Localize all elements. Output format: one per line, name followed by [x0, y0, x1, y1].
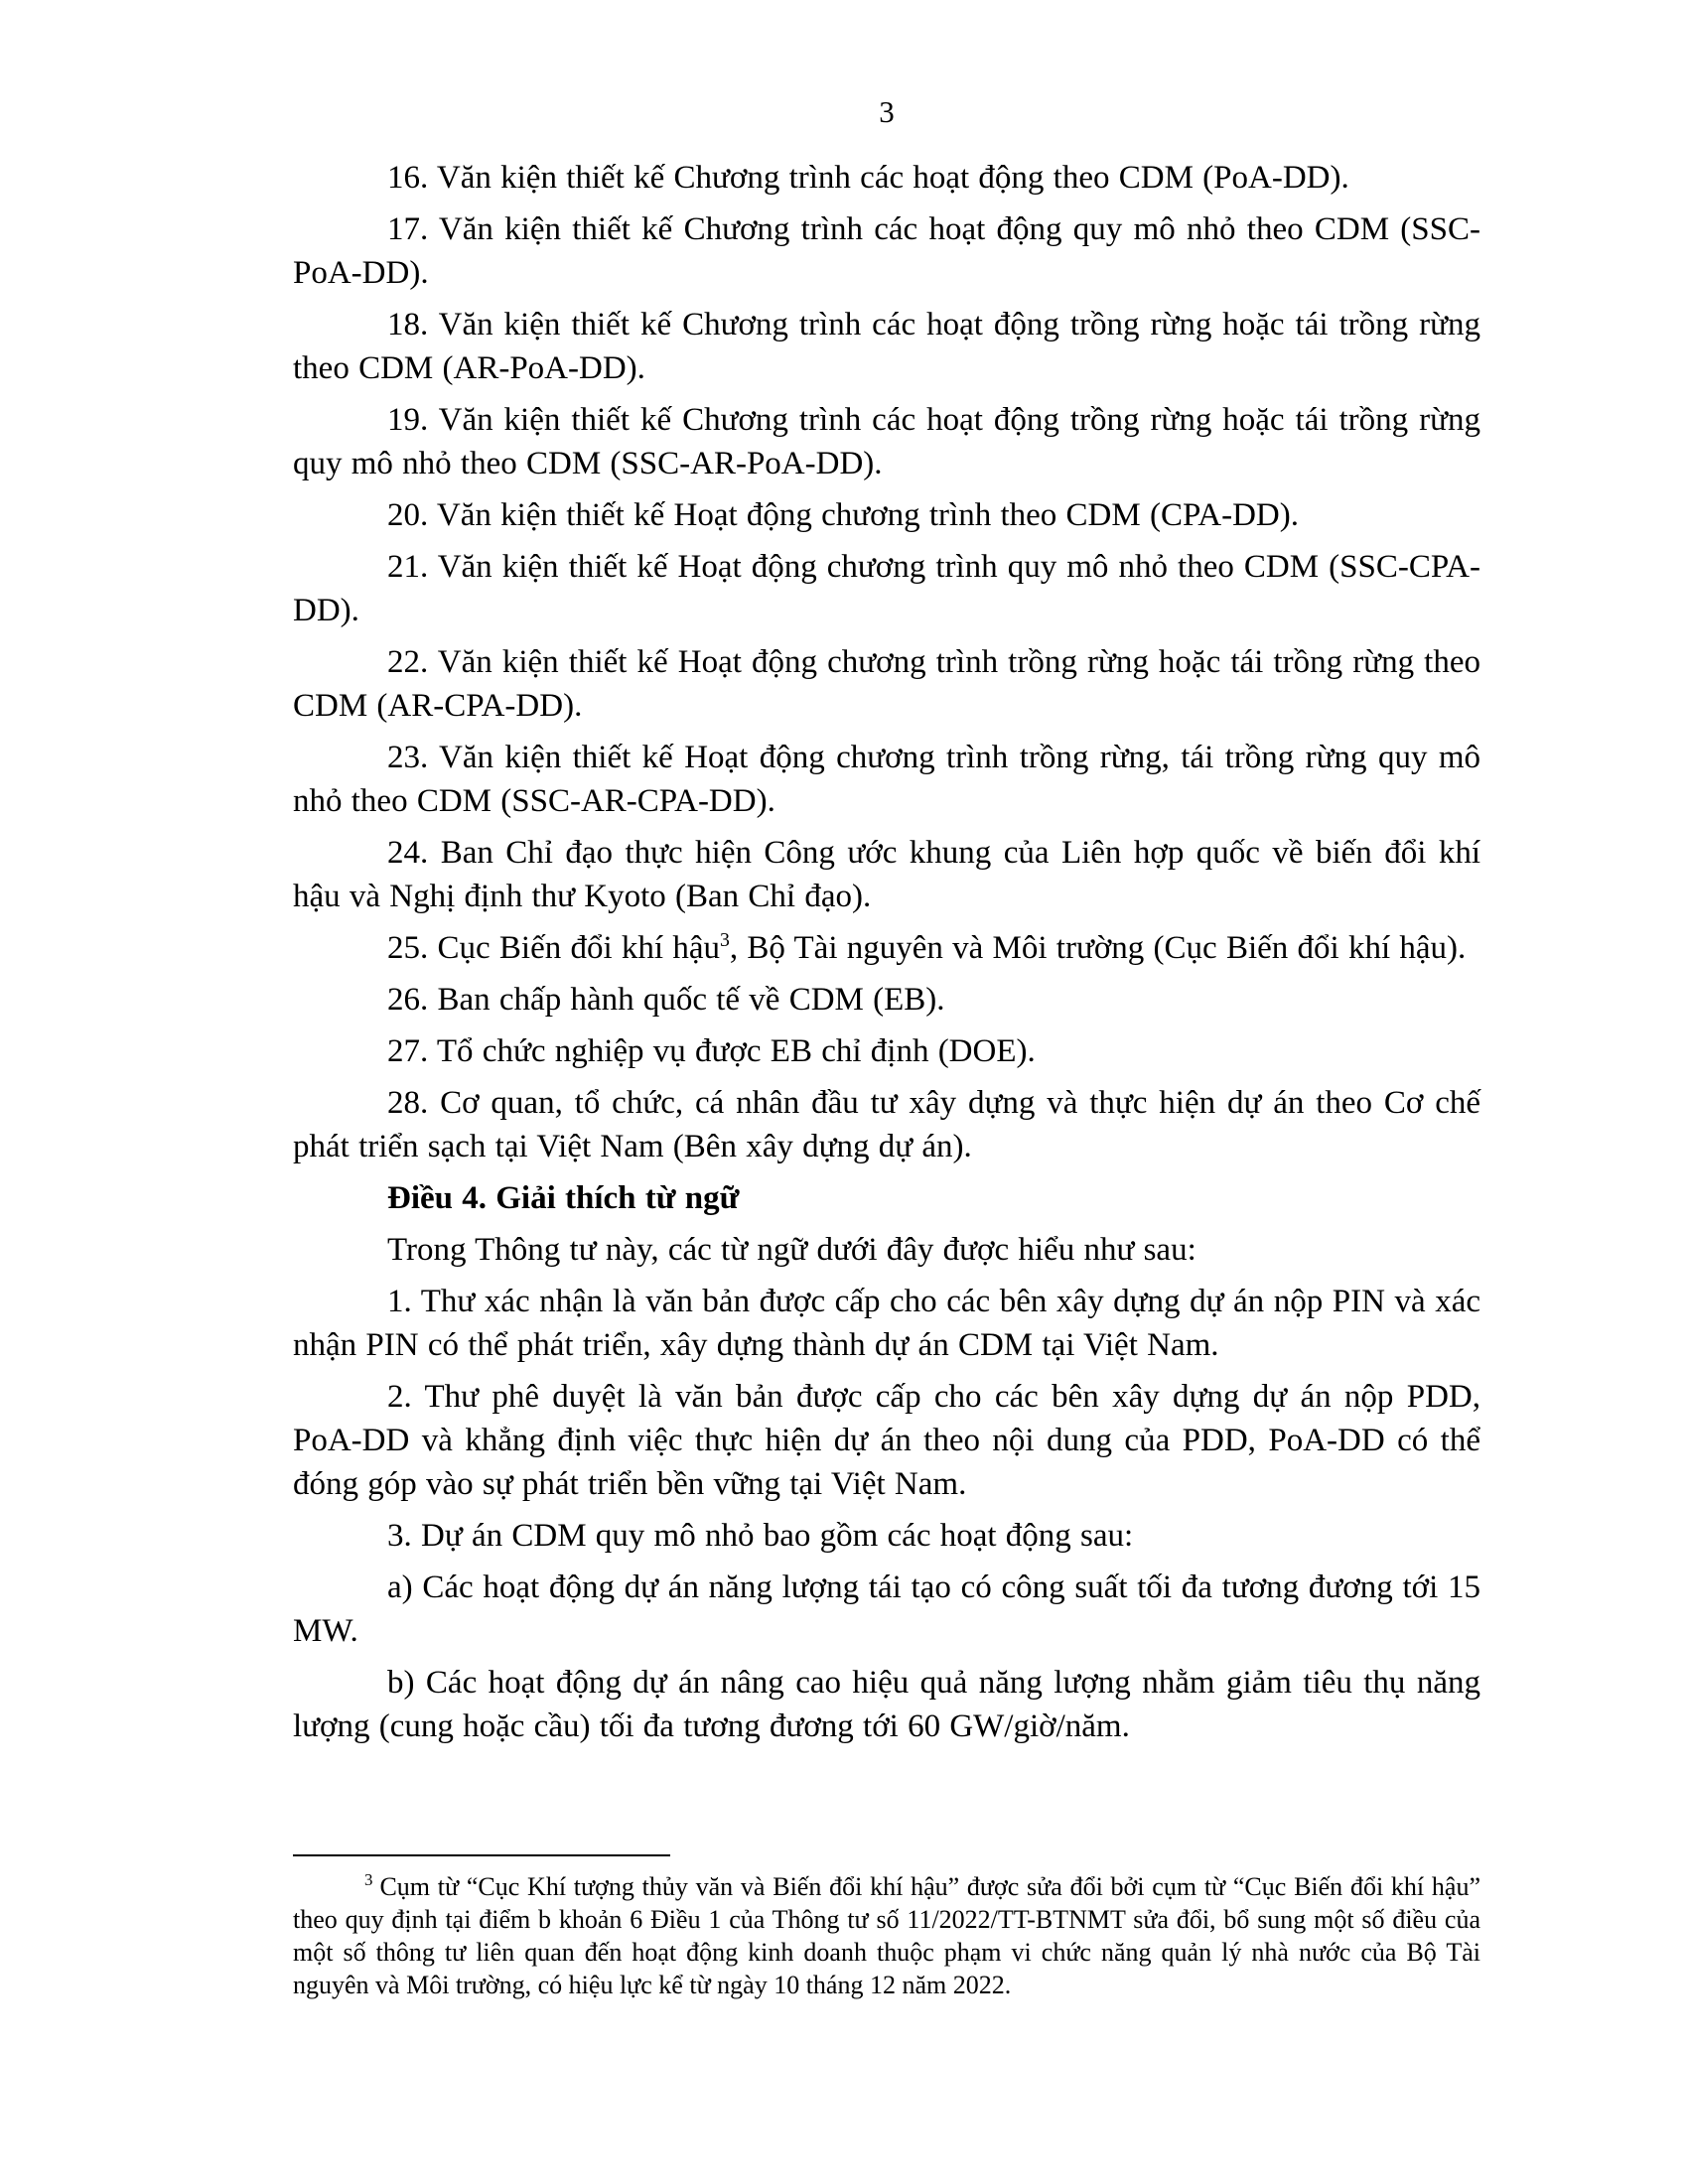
section-heading — [293, 1177, 1480, 1221]
paragraph-text: 28. Cơ quan, tổ chức, cá nhân đầu tư xây dựng và thực hiện dự án theo Cơ chế phát triển sạch tại Việt Nam (Bên xây dựng dự án). — [293, 1084, 1480, 1164]
paragraph-text: Trong Thông tư này, các từ ngữ dưới đây được hiểu như sau: — [387, 1231, 1196, 1268]
paragraph — [293, 1082, 1480, 1169]
paragraph — [293, 304, 1480, 391]
paragraph-text: 2. Thư phê duyệt là văn bản được cấp cho các bên xây dựng dự án nộp PDD, PoA-DD và khẳng định việc thực hiện dự án theo nội dung của PDD, PoA-DD có thể đóng góp vào sự phát triển bền vững tại Việt Nam. — [293, 1378, 1480, 1502]
paragraph-text: 22. Văn kiện thiết kế Hoạt động chương trình trồng rừng hoặc tái trồng rừng theo CDM (AR-CPA-DD). — [293, 643, 1480, 724]
paragraph-text: 27. Tổ chức nghiệp vụ được EB chỉ định (DOE). — [387, 1032, 1036, 1069]
paragraph — [293, 1567, 1480, 1654]
paragraph — [293, 641, 1480, 729]
footnote-separator — [293, 1854, 670, 1856]
paragraph-text: 20. Văn kiện thiết kế Hoạt động chương trình theo CDM (CPA-DD). — [387, 496, 1300, 533]
paragraph — [293, 832, 1480, 919]
paragraph — [293, 546, 1480, 633]
paragraph-text: 19. Văn kiện thiết kế Chương trình các hoạt động trồng rừng hoặc tái trồng rừng quy mô nhỏ theo CDM (SSC-AR-PoA-DD). — [293, 401, 1480, 481]
paragraph-text: 1. Thư xác nhận là văn bản được cấp cho các bên xây dựng dự án nộp PIN và xác nhận PIN có thể phát triển, xây dựng thành dự án CDM tại Việt Nam. — [293, 1283, 1480, 1363]
paragraph — [293, 1662, 1480, 1749]
paragraph — [293, 157, 1480, 201]
paragraph — [293, 399, 1480, 486]
paragraph-text: b) Các hoạt động dự án nâng cao hiệu quả năng lượng nhằm giảm tiêu thụ năng lượng (cung hoặc cầu) tối đa tương đương tới 60 GW/giờ/năm. — [293, 1664, 1480, 1744]
paragraph-text: a) Các hoạt động dự án năng lượng tái tạo có công suất tối đa tương đương tới 15 MW. — [293, 1569, 1480, 1649]
paragraph-text: 17. Văn kiện thiết kế Chương trình các hoạt động quy mô nhỏ theo CDM (SSC-PoA-DD). — [293, 210, 1480, 291]
paragraph — [293, 1030, 1480, 1074]
footnote-section — [293, 1854, 1480, 2001]
paragraph-text: 18. Văn kiện thiết kế Chương trình các hoạt động trồng rừng hoặc tái trồng rừng theo CDM (AR-PoA-DD). — [293, 306, 1480, 386]
document-body — [293, 157, 1480, 1756]
paragraph-text: 16. Văn kiện thiết kế Chương trình các hoạt động theo CDM (PoA-DD). — [387, 160, 1349, 196]
paragraph-text: Điều 4. Giải thích từ ngữ — [387, 1179, 740, 1216]
footnote-text — [293, 1870, 1480, 2001]
paragraph-text: 3. Dự án CDM quy mô nhỏ bao gồm các hoạt động sau: — [387, 1517, 1134, 1554]
footnote-ref-superscript: 3 — [719, 928, 730, 951]
paragraph-text: 26. Ban chấp hành quốc tế về CDM (EB). — [387, 981, 945, 1018]
paragraph — [293, 1376, 1480, 1507]
footnote-body-text: Cụm từ “Cục Khí tượng thủy văn và Biến đổi khí hậu” được sửa đổi bởi cụm từ “Cục Biến đổi khí hậu” theo quy định tại điểm b khoản 6 Điều 1 của Thông tư số 11/2022/TT-BTNMT sửa đổi, bổ sung một số điều của một số thông tư liên quan đến hoạt động kinh doanh thuộc phạm vi chức năng quản lý nhà nước của Bộ Tài nguyên và Môi trường, có hiệu lực kể từ ngày 10 tháng 12 năm 2022. — [293, 1872, 1480, 2000]
footnote-marker-superscript: 3 — [364, 1870, 373, 1890]
paragraph — [293, 494, 1480, 538]
paragraph — [293, 1515, 1480, 1559]
paragraph-text: 21. Văn kiện thiết kế Hoạt động chương trình quy mô nhỏ theo CDM (SSC-CPA-DD). — [293, 548, 1480, 628]
paragraph — [293, 927, 1480, 971]
paragraph — [293, 979, 1480, 1023]
paragraph-text: 23. Văn kiện thiết kế Hoạt động chương trình trồng rừng, tái trồng rừng quy mô nhỏ theo CDM (SSC-AR-CPA-DD). — [293, 739, 1480, 819]
paragraph-text: , Bộ Tài nguyên và Môi trường (Cục Biến đổi khí hậu). — [729, 929, 1467, 966]
paragraph — [293, 1229, 1480, 1273]
paragraph — [293, 1281, 1480, 1368]
paragraph-text: 24. Ban Chỉ đạo thực hiện Công ước khung của Liên hợp quốc về biến đổi khí hậu và Nghị định thư Kyoto (Ban Chỉ đạo). — [293, 834, 1480, 914]
paragraph — [293, 208, 1480, 296]
page-number: 3 — [879, 94, 895, 129]
paragraph-text: 25. Cục Biến đổi khí hậu — [387, 929, 720, 966]
paragraph — [293, 737, 1480, 824]
